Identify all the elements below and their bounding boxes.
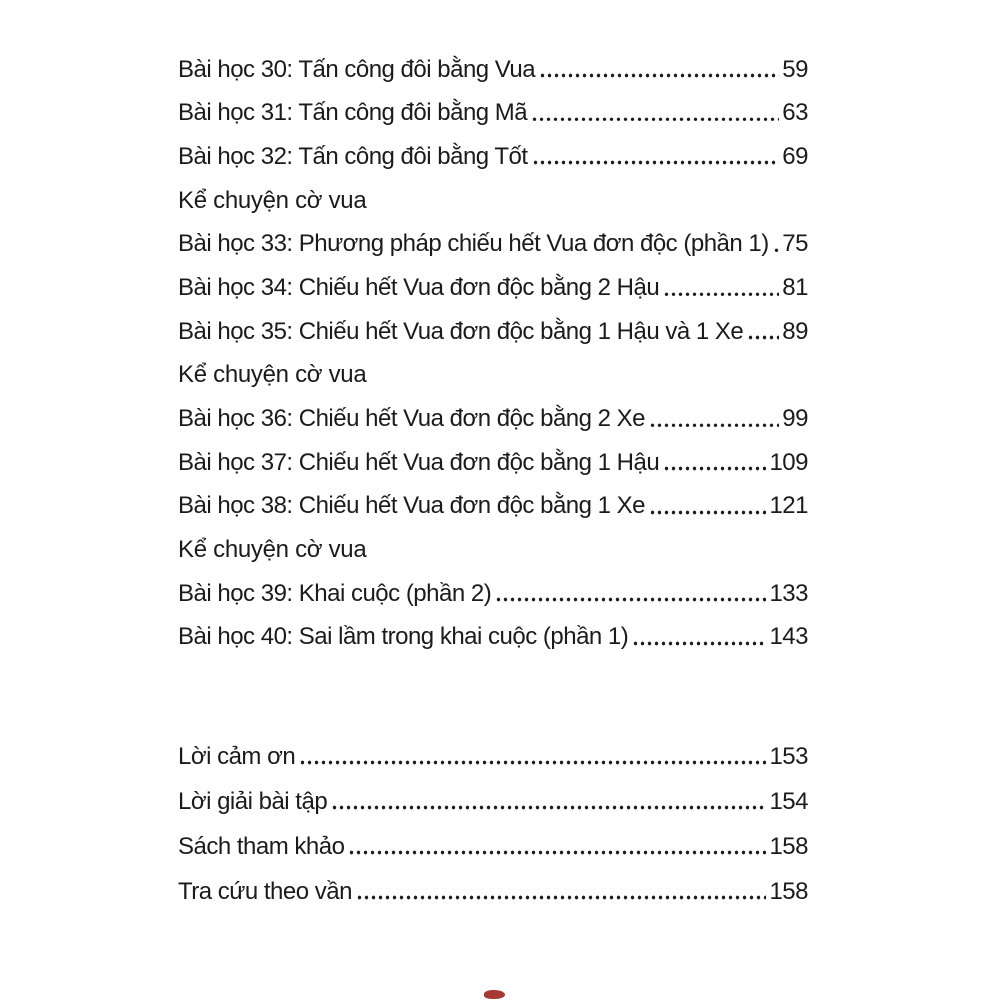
toc-list — [178, 44, 808, 656]
dot-leader — [747, 335, 779, 340]
page-number: 154 — [769, 787, 808, 815]
toc-entry-label: Lời cảm ơn — [178, 742, 296, 770]
toc-entry-label: Bài học 33: Phương pháp chiếu hết Vua đơn độc (phần 1) — [178, 230, 769, 258]
toc-entry-label: Sách tham khảo — [178, 832, 345, 860]
toc-entry-label: Bài học 36: Chiếu hết Vua đơn độc bằng 2 Xe — [178, 405, 646, 432]
dot-leader — [663, 292, 779, 297]
dot-leader — [773, 248, 780, 253]
dot-leader — [348, 850, 766, 855]
toc-row — [178, 775, 808, 820]
toc-row — [178, 437, 808, 481]
dot-leader — [356, 895, 767, 900]
page-number: 158 — [769, 832, 808, 860]
toc-entry-label: Bài học 31: Tấn công đôi bằng Mã — [178, 99, 528, 127]
toc-row — [178, 612, 808, 656]
page-number: 99 — [782, 405, 808, 432]
page-number: 75 — [782, 230, 808, 258]
page-number: 153 — [769, 742, 808, 770]
section-heading-label: Kể chuyện cờ vua — [178, 186, 367, 214]
toc-row — [178, 481, 808, 525]
toc-entry-label: Bài học 37: Chiếu hết Vua đơn độc bằng 1 Hậu — [178, 448, 660, 476]
toc-row — [178, 131, 808, 175]
page-number: 158 — [769, 877, 808, 905]
dot-leader — [495, 597, 766, 602]
toc-entry-label: Bài học 35: Chiếu hết Vua đơn độc bằng 1 Hậu và 1 Xe — [178, 317, 744, 345]
toc-entry-label: Bài học 32: Tấn công đôi bằng Tốt — [178, 142, 528, 170]
toc-row — [178, 306, 808, 350]
toc-entry-label: Lời giải bài tập — [178, 787, 328, 815]
toc-entry-label: Tra cứu theo vần — [178, 877, 352, 905]
toc-row — [178, 262, 808, 306]
dot-leader — [632, 641, 766, 646]
section-heading-label: Kể chuyện cờ vua — [178, 536, 367, 564]
toc-entry-label: Bài học 40: Sai lầm trong khai cuộc (phần 1) — [178, 623, 629, 651]
toc-section-heading — [178, 350, 808, 394]
toc-row — [178, 394, 808, 438]
page-number: 89 — [782, 317, 808, 345]
toc-appendix-list — [178, 730, 808, 910]
toc-row — [178, 730, 808, 775]
toc-row — [178, 219, 808, 263]
toc-section-heading — [178, 525, 808, 569]
toc-row — [178, 820, 808, 865]
page-number: 81 — [782, 273, 808, 301]
page-number: 59 — [782, 55, 808, 83]
toc-entry-label: Bài học 34: Chiếu hết Vua đơn độc bằng 2 Hậu — [178, 273, 660, 301]
toc-row — [178, 568, 808, 612]
page-number: 69 — [782, 142, 808, 170]
toc-row — [178, 88, 808, 132]
dot-leader — [531, 117, 779, 122]
toc-entry-label: Bài học 38: Chiếu hết Vua đơn độc bằng 1 Xe — [178, 492, 646, 520]
dot-leader — [532, 160, 780, 165]
dot-leader — [331, 805, 766, 810]
page-number: 121 — [769, 492, 808, 520]
dot-leader — [539, 73, 779, 78]
dot-leader — [649, 510, 766, 515]
page-number: 63 — [782, 99, 808, 127]
toc-section-heading — [178, 175, 808, 219]
page-number: 133 — [769, 579, 808, 607]
toc-row — [178, 44, 808, 88]
dot-leader — [663, 466, 766, 471]
section-heading-label: Kể chuyện cờ vua — [178, 361, 367, 389]
page-number: 109 — [769, 448, 808, 476]
toc-entry-label: Bài học 30: Tấn công đôi bằng Vua — [178, 55, 536, 83]
dot-leader — [649, 423, 779, 428]
page-bottom-artifact — [484, 990, 505, 999]
dot-leader — [299, 760, 766, 765]
page-number: 143 — [769, 623, 808, 651]
toc-row — [178, 865, 808, 910]
toc-entry-label: Bài học 39: Khai cuộc (phần 2) — [178, 579, 492, 607]
